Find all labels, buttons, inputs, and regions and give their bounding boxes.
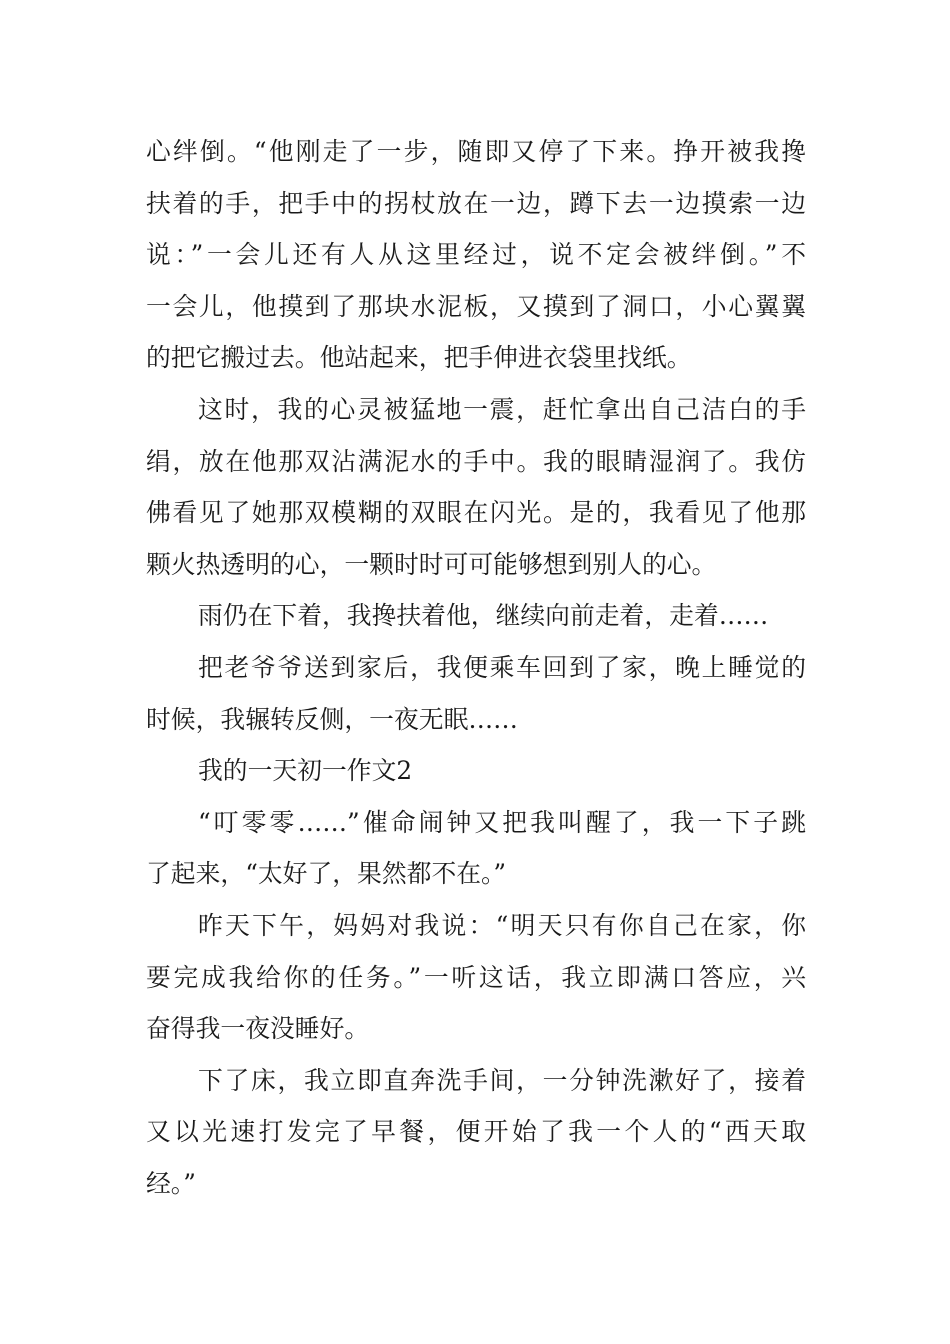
text-line: 这时，我的心灵被猛地一震，赶忙拿出自己洁白的手 bbox=[198, 394, 806, 424]
text-line: “叮零零……”催命闹钟又把我叫醒了，我一下子跳 bbox=[198, 807, 806, 837]
text-line: 的把它搬过去。他站起来，把手伸进衣袋里找纸。 bbox=[146, 343, 692, 373]
text-line: 昨天下午，妈妈对我说：“明天只有你自己在家，你 bbox=[198, 910, 806, 940]
text-line: 雨仍在下着，我搀扶着他，继续向前走着，走着…… bbox=[198, 601, 769, 631]
text-line: 扶着的手，把手中的拐杖放在一边，蹲下去一边摸索一边 bbox=[146, 188, 806, 218]
text-line: 佛看见了她那双模糊的双眼在闪光。是的，我看见了他那 bbox=[146, 498, 806, 528]
text-line: 一会儿，他摸到了那块水泥板，又摸到了洞口，小心翼翼 bbox=[146, 291, 806, 321]
section-title: 我的一天初一作文2 bbox=[198, 756, 413, 786]
text-line: 要完成我给你的任务。”一听这话，我立即满口答应，兴 bbox=[146, 962, 806, 992]
text-line: 时候，我辗转反侧，一夜无眠…… bbox=[146, 704, 518, 734]
text-line: 把老爷爷送到家后，我便乘车回到了家，晚上睡觉的 bbox=[198, 652, 806, 682]
text-line: 了起来，“太好了，果然都不在。” bbox=[146, 859, 507, 889]
text-line: 下了床，我立即直奔洗手间，一分钟洗漱好了，接着 bbox=[198, 1065, 806, 1095]
body-text bbox=[146, 126, 806, 1209]
text-line: 绢，放在他那双沾满泥水的手中。我的眼睛湿润了。我仿 bbox=[146, 446, 806, 476]
text-line: 颗火热透明的心，一颗时时可可能够想到别人的心。 bbox=[146, 549, 717, 579]
text-line: 说：”一会儿还有人从这里经过，说不定会被绊倒。”不 bbox=[146, 240, 806, 270]
text-line: 经。” bbox=[146, 1168, 196, 1198]
text-line: 心绊倒。“他刚走了一步，随即又停了下来。挣开被我搀 bbox=[146, 137, 806, 166]
text-line: 奋得我一夜没睡好。 bbox=[146, 1014, 370, 1044]
text-line: 又以光速打发完了早餐，便开始了我一个人的“西天取 bbox=[146, 1117, 806, 1147]
